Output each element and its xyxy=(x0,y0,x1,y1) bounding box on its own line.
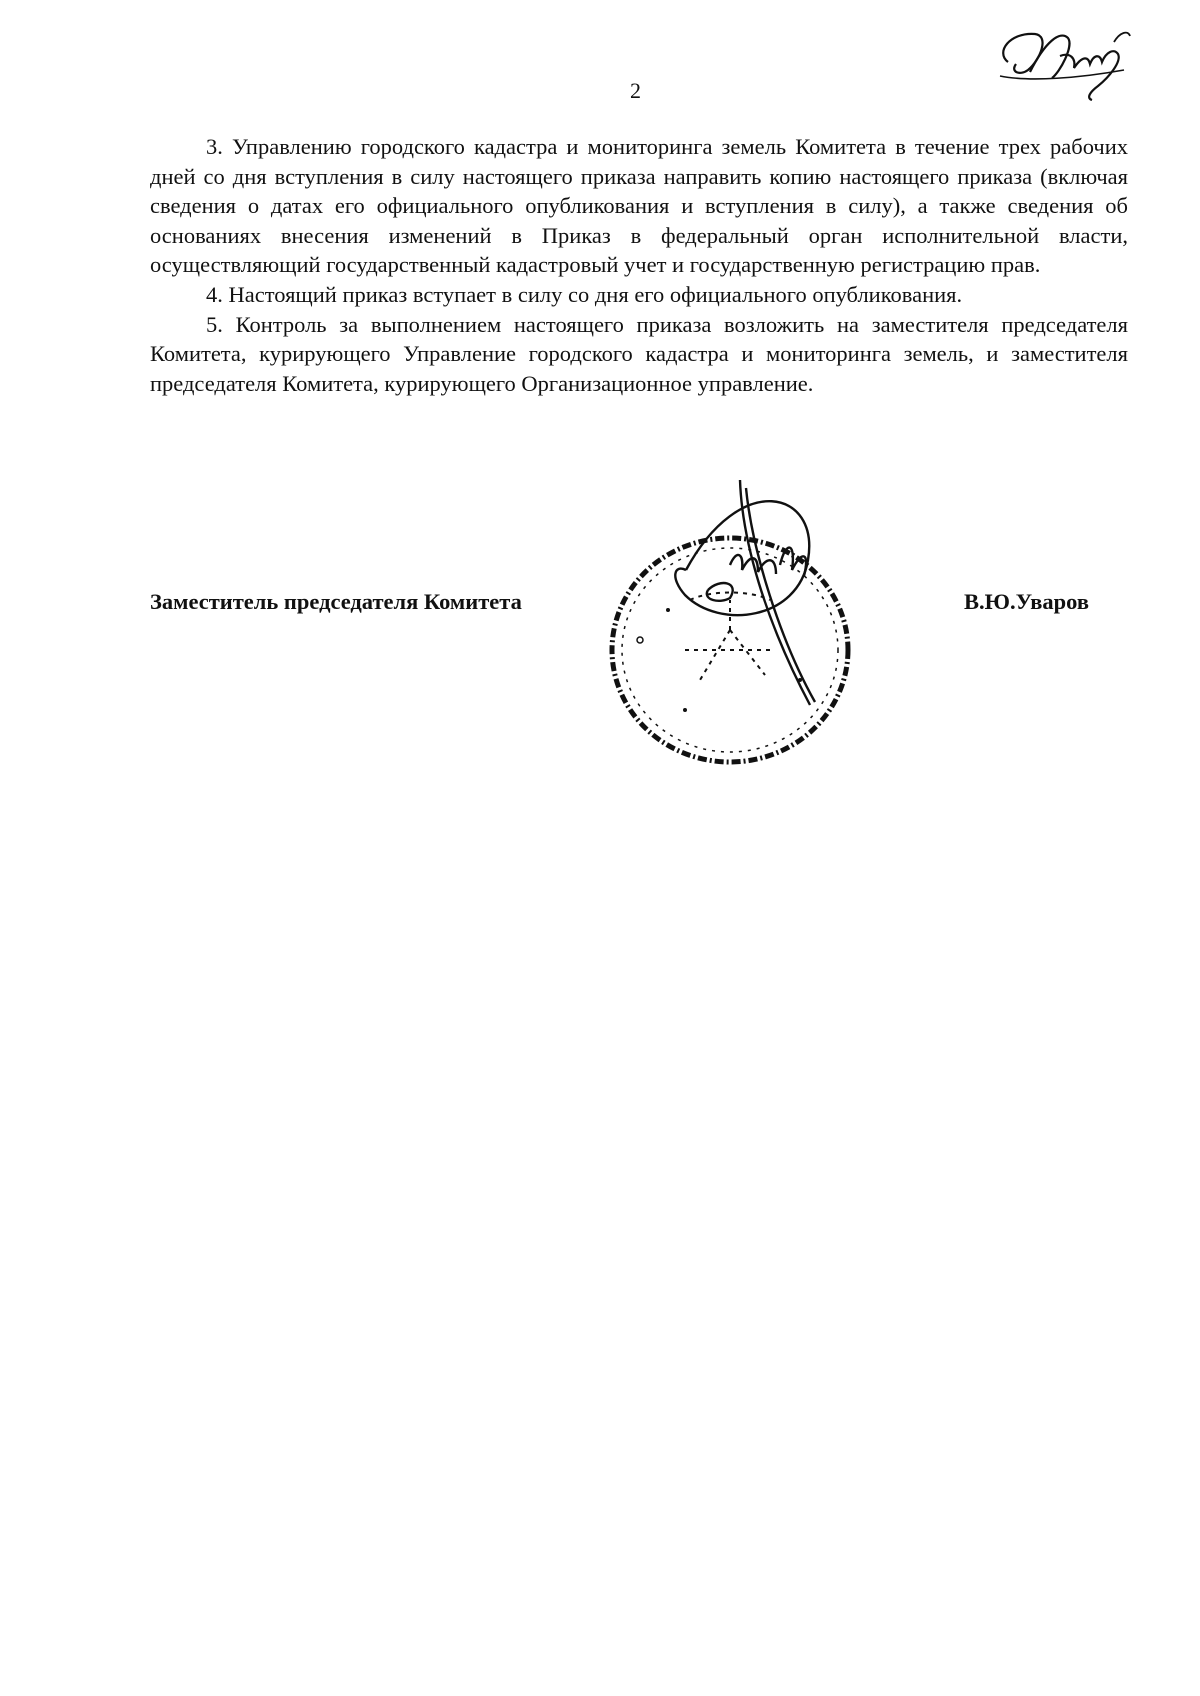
signatory-name: В.Ю.Уваров xyxy=(964,589,1090,614)
seal-icon xyxy=(590,480,890,780)
paragraph-5: 5. Контроль за выполнением настоящего приказа возложить на заместителя председателя Комитета, курирующего Управление городского кадастра и мониторинга земель, и заместителя председателя Комитета, курирующего Организационное управление. xyxy=(150,311,1128,396)
paragraph-3: 3. Управлению городского кадастра и мониторинга земель Комитета в течение трех рабочих дней со дня вступления в силу настоящего приказа направить копию настоящего приказа (включая сведения о датах его официального опубликования и вступления в силу), а также сведения об основаниях внесения изменений в Приказ в федеральный орган исполнительной власти, осуществляющий государственный кадастровый учет и государственную регистрацию прав. xyxy=(150,134,1128,278)
approval-mark-icon xyxy=(990,12,1140,112)
paragraph-4: 4. Настоящий приказ вступает в силу со дня его официального опубликования. xyxy=(206,281,963,307)
signatory-title: Заместитель председателя Комитета xyxy=(150,589,522,614)
document-body xyxy=(150,132,1128,398)
page-number: 2 xyxy=(630,78,641,103)
